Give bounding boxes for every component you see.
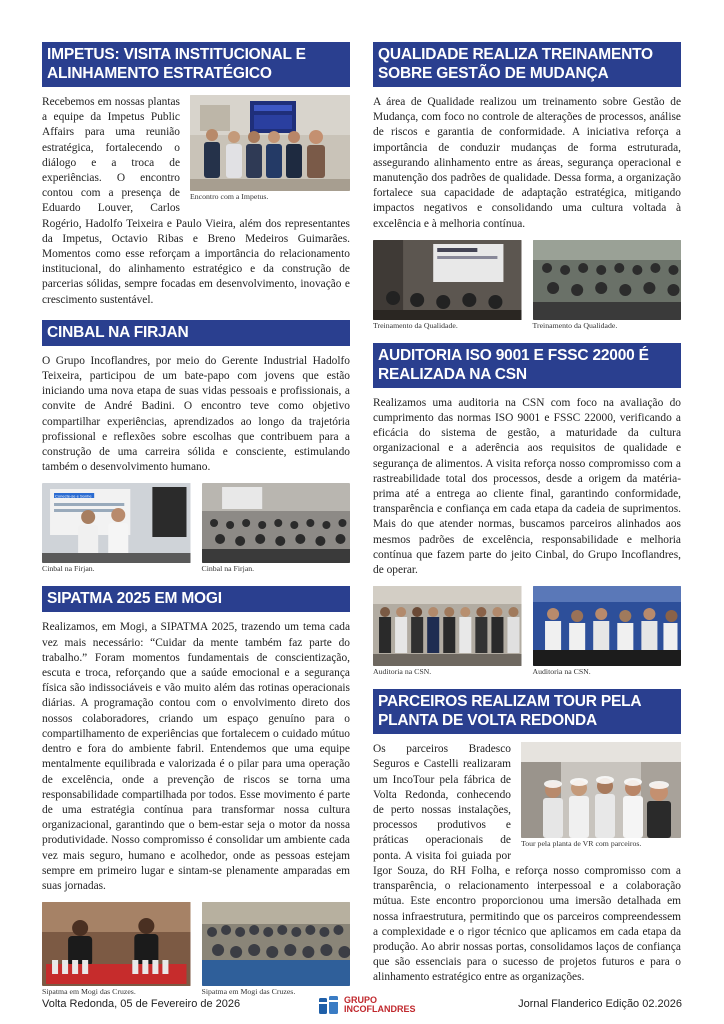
- auditoria-photo-1: [373, 586, 522, 666]
- parceiros-tour-photo: [521, 742, 681, 838]
- photo-caption: Sipatma em Mogi das Cruzes.: [42, 987, 136, 997]
- article-body: Realizamos, em Mogi, a SIPATMA 2025, trazendo um tema cada vez mais necessário: “Cuidar da mente também faz parte do trabalho.” Foram momentos fundamentais de conscientização, escuta e troca, reforçando que a saúde emocional e a segurança física são indissociáveis e vão muito além das rotinas operacionais diárias. A programação contou com o envolvimento direto dos nossos colaboradores, criando um espaço genuíno para o compartilhamento de experiências que fortalecem o cuidado mútuo dentro e fora do ambiente fabril. Entendemos que uma equipe mentalmente equilibrada e valorizada é o pilar para uma operação de excelência, onde a prevenção de riscos se torna uma responsabilidade compartilhada por todos. Esse movimento é parte de uma estratégia contínua para transformar nossa cultura organizacional, garantindo que o bem-estar seja o motor da nossa produtividade. Nosso compromisso é consolidar um ambiente cada vez mais seguro, humano e acolhedor, onde as pessoas estejam sempre em primeiro lugar e sintam-se plenamente amparadas em suas jornadas.: [42, 621, 350, 892]
- photo-caption: Treinamento da Qualidade.: [532, 320, 618, 330]
- article-title: PARCEIROS REALIZAM TOUR PELA PLANTA DE VOLTA REDONDA: [373, 689, 681, 734]
- auditoria-photo-2: [533, 586, 682, 666]
- article-title: SIPATMA 2025 EM MOGI: [42, 586, 350, 612]
- logo-cans-icon: [318, 994, 340, 1016]
- photo-caption: Auditoria na CSN.: [532, 667, 591, 677]
- article-title: QUALIDADE REALIZA TREINAMENTO SOBRE GESTÃO DE MUDANÇA: [373, 42, 681, 87]
- sipatma-photo-1: [42, 902, 191, 986]
- article-body: A área de Qualidade realizou um treinamento sobre Gestão de Mudança, com foco no controle de alterações de processos, análise de riscos e garantia de conformidade. A iniciativa reforça a importância de conduzir mudanças de forma estruturada, assegurando alinhamento entre as áreas, segurança operacional e manutenção dos padrões de qualidade. Dessa forma, a organização fortalece sua capacidade de adaptação estratégica, mitigando impactos negativos e consolidando uma cultura voltada à excelência e à melhoria contínua.: [373, 96, 681, 230]
- article-sipatma: [42, 586, 350, 997]
- photo-row: [373, 240, 681, 331]
- article-qualidade: [373, 42, 681, 331]
- qualidade-photo-2: [533, 240, 682, 320]
- article-cinbal: [42, 320, 350, 575]
- right-column: [373, 42, 681, 998]
- footer-edition: Jornal Flanderico Edição 02.2026: [518, 998, 682, 1010]
- company-logo: [318, 994, 416, 1016]
- article-title: IMPETUS: VISITA INSTITUCIONAL E ALINHAMENTO ESTRATÉGICO: [42, 42, 350, 87]
- page-footer: [42, 994, 682, 1018]
- article-auditoria: [373, 343, 681, 677]
- article-title: AUDITORIA ISO 9001 E FSSC 22000 É REALIZADA NA CSN: [373, 343, 681, 388]
- photo-row: [42, 902, 350, 997]
- cinbal-photo-1: [42, 483, 191, 563]
- footer-date: Volta Redonda, 05 de Fevereiro de 2026: [42, 998, 241, 1010]
- article-body: Os parceiros Bradesco Seguros e Castelli realizaram um IncoTour pela fábrica de Volta Redonda, conhecendo de perto nossas instalações, processos produtivos e práticas operacionais de ponta. A visita foi guiada por Igor Souza, do RH Folha, e reforça nosso compromisso com a transparência, o relacionamento interpessoal e a colaboração mútua. Este encontro proporcionou uma imersão detalhada em nossa infraestrutura, permitindo que os parceiros compreendessem a complexidade e o rigor técnico que aplicamos em cada etapa da produção. Ao abrir nossas portas, consolidamos laços de confiança que são essenciais para o sucesso de projetos futuros e para o alinhamento estratégico entre as organizações.: [373, 743, 681, 984]
- impetus-meeting-photo: [190, 95, 350, 191]
- photo-caption: Treinamento da Qualidade.: [373, 320, 458, 330]
- article-body: O Grupo Incoflandres, por meio do Gerente Industrial Hadolfo Teixeira, participou de um bate-papo com jovens que estão iniciando uma nova etapa de suas vidas pessoais e profissionais, a convite de André Badini. O encontro teve como objetivo compartilhar experiências, aprendizados ao longo da trajetória profissional e reflexões sobre escolhas que contribuem para a construção de uma carreira sólida e consciente, estimulando também o desenvolvimento humano.: [42, 354, 350, 474]
- photo-caption: Auditoria na CSN.: [373, 667, 432, 677]
- photo-caption: Tour pela planta de VR com parceiros.: [521, 839, 642, 849]
- cinbal-photo-2: [202, 483, 351, 563]
- article-title: CINBAL NA FIRJAN: [42, 320, 350, 346]
- slide-text: Conecte-se e Sonhe: [55, 493, 92, 499]
- photo-caption: Encontro com a Impetus.: [190, 192, 269, 201]
- left-column: [42, 42, 350, 1009]
- article-impetus: [42, 42, 350, 308]
- photo-caption: Sipatma em Mogi das Cruzes.: [201, 987, 296, 997]
- article-body: Recebemos em nossas plantas a equipe da Impetus Public Affairs para uma reunião estratégica, fortalecendo o diálogo e a troca de experiências. O encontro contou com a presença de Eduardo Louver, Carlos Rogério, Hadolfo Teixeira e Paulo Vieira, além dos representantes da Impetus, Octavio Ribas e Breno Medeiros Guimarães. Momentos como esse reforçam a importância do relacionamento institucional, do alinhamento estratégico e da construção de parcerias sólidas, sempre focadas em desenvolvimento, inovação e crescimento sustentável.: [42, 96, 350, 306]
- photo-row: [42, 483, 350, 574]
- logo-line1: GRUPO: [344, 995, 378, 1005]
- photo-figure: [521, 742, 681, 849]
- article-parceiros: [373, 689, 681, 985]
- article-body: Realizamos uma auditoria na CSN com foco na avaliação do cumprimento das normas ISO 9001 e FSSC 22000, verificando a eficácia do sistema de gestão, a maturidade da cultura organizacional e a aderência aos requisitos de qualidade e segurança de alimentos. A visita reforça nosso compromisso com a rastreabilidade total dos processos, desde a origem da matéria-prima até a entrega ao cliente final, garantindo conformidade, transparência e confiança em cada etapa da cadeia de suprimentos. Mais do que atender normas, buscamos parceiros alinhados aos mesmos padrões de excelência, responsabilidade e melhoria contínua que fazem parte do jeito Cinbal, do Grupo Incoflandres, de operar.: [373, 396, 681, 577]
- photo-caption: Cinbal na Firjan.: [201, 564, 255, 574]
- logo-line2: INCOFLANDRES: [344, 1004, 416, 1014]
- photo-caption: Cinbal na Firjan.: [42, 564, 95, 574]
- photo-figure: [190, 95, 350, 202]
- sipatma-photo-2: [202, 902, 351, 986]
- qualidade-photo-1: [373, 240, 522, 320]
- photo-row: [373, 586, 681, 677]
